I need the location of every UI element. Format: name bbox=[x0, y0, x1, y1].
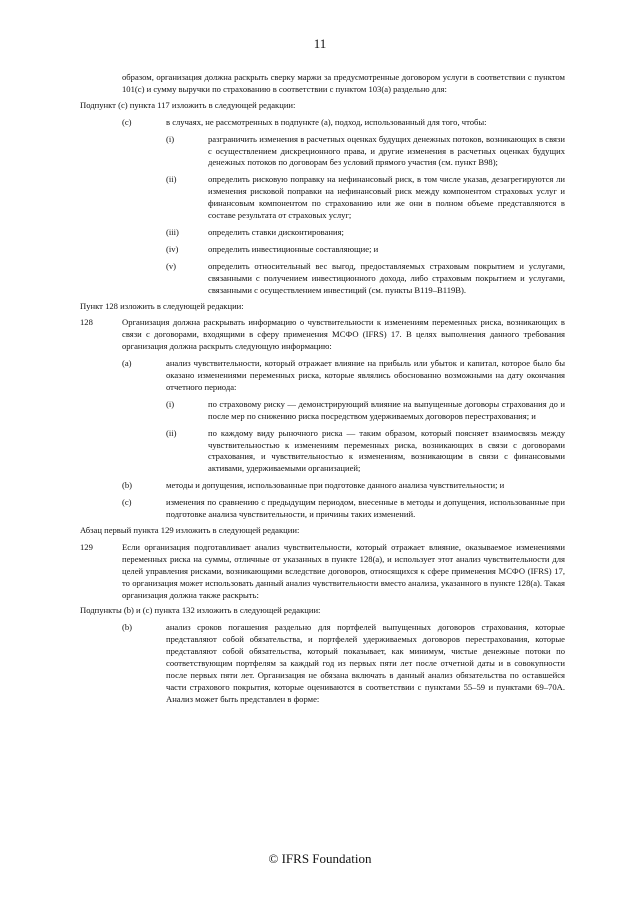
item-text: анализ чувствительности, который отражает влияние на прибыль или убыток и капитал, которое было бы оказано изменениями переменных риска, которые являлись обоснованно возможными на дату окончания отчетного периода: bbox=[166, 358, 565, 392]
item-label: (b) bbox=[122, 480, 133, 491]
item-label: (iii) bbox=[166, 226, 179, 237]
item-text: определить относительный вес выгод, предоставляемых страховым покрытием и услугами, связанными с получением инвестиционного дохода, либо страховым покрытием и услугами, связанными с осуществлением инвестиций (см. пункты В119–В119В). bbox=[208, 260, 565, 295]
item-text: изменения по сравнению с предыдущим периодом, внесенные в методы и допущения, использованные при подготовке анализа чувствительности, и причины таких изменений. bbox=[166, 497, 565, 520]
subparagraph-117c bbox=[122, 117, 565, 129]
item-label: (b) bbox=[122, 622, 133, 633]
item-label: (c) bbox=[122, 116, 132, 127]
item-text: по каждому виду рыночного риска — таким образом, который поясняет взаимосвязь между чувствительностью к изменениям переменных риска, возникающих в связи с договорами страхования, и чувствительностью к изменениям, возникающим в связи с финансовыми активами, удерживаемыми организацией; bbox=[208, 427, 565, 474]
paragraph-text: Если организация подготавливает анализ чувствительности, который отражает влияние, оказываемое изменениями переменных риска на суммы, отличные от указанных в пункте 128(а), и использует этот анализ чувствительности для целей управления рисками, возникающими вследствие договоров, относящихся к сфере применения МСФО (IFRS) 17, то организация может использовать данный анализ чувствительности вместо анализа, указанного в пункте 128(а). Такая организация должна также раскрыть: bbox=[122, 541, 565, 600]
item-text: методы и допущения, использованные при подготовке данного анализа чувствительности; и bbox=[166, 480, 505, 491]
item-label: (ii) bbox=[166, 174, 177, 185]
amendment-instruction-117: Подпункт (с) пункта 117 изложить в следующей редакции: bbox=[80, 99, 296, 110]
item-label: (i) bbox=[166, 398, 175, 409]
item-label: (a) bbox=[122, 358, 132, 369]
paragraph-129 bbox=[80, 542, 565, 602]
subparagraph-128a bbox=[122, 358, 565, 394]
amendment-instruction-132: Подпункты (b) и (с) пункта 132 изложить в следующей редакции: bbox=[80, 605, 321, 616]
subitem-128a-ii bbox=[166, 428, 565, 476]
item-text: определить инвестиционные составляющие; и bbox=[208, 243, 379, 254]
paragraph-number: 128 bbox=[80, 317, 93, 328]
item-label: (ii) bbox=[166, 427, 177, 438]
item-text: определить рисковую поправку на нефинансовый риск, в том числе указав, дезагрегируются ли изменения рисковой поправки на нефинансовый риск между компонентом страховых услуг и финансовым компонентом по страхованию или же они в полном объеме представляются в составе результата от страховых услуг; bbox=[208, 174, 565, 221]
amendment-instruction-129: Абзац первый пункта 129 изложить в следующей редакции: bbox=[80, 525, 300, 535]
page-content bbox=[80, 72, 565, 706]
item-text: в случаях, не рассмотренных в подпункте (а), подход, использованный для того, чтобы: bbox=[166, 116, 487, 127]
item-label: (iv) bbox=[166, 243, 179, 254]
subitem-117c-i bbox=[166, 134, 565, 170]
item-label: (c) bbox=[122, 497, 132, 508]
subitem-117c-iii bbox=[166, 227, 565, 239]
subitem-117c-ii bbox=[166, 174, 565, 222]
item-text: по страховому риску — демонстрирующий влияние на выпущенные договоры страхования до и после мер по снижению риска посредством удерживаемых договоров перестрахования; и bbox=[208, 398, 565, 421]
page-number: 11 bbox=[313, 36, 327, 51]
paragraph-128 bbox=[80, 317, 565, 353]
subitem-128a-i bbox=[166, 399, 565, 423]
subparagraph-132b bbox=[122, 622, 565, 705]
subparagraph-128b bbox=[122, 480, 565, 492]
item-label: (v) bbox=[166, 260, 177, 271]
item-text: определить ставки дисконтирования; bbox=[208, 226, 344, 237]
item-text: разграничить изменения в расчетных оценках будущих денежных потоков, возникающих в связи с осуществлением дискреционного права, и другие изменения в расчетных оценках будущих денежных потоков по договорам без условий прямого участия (см. пункт В98); bbox=[208, 133, 565, 168]
paragraph-number: 129 bbox=[80, 541, 93, 552]
copyright-footer: © IFRS Foundation bbox=[268, 851, 372, 866]
continuation-paragraph: образом, организация должна раскрыть сверку маржи за предусмотренные договором услуги в соответствии с пунктом 101(c) и сумму выручки по страхованию в соответствии с пунктом 103(а) раздельно для: bbox=[122, 72, 565, 94]
item-text: анализ сроков погашения раздельно для портфелей выпущенных договоров страхования, которые представляют собой обязательства, и портфелей удерживаемых договоров перестрахования, которые представляют собой обязательства, который показывает, как минимум, чистые денежные потоки по соответствующим портфелям за каждый год из первых пяти лет после отчетной даты и в совокупности после первых пяти лет. Организация не обязана включать в данный анализ обязательства по оставшейся части страхового покрытия, которые оцениваются в соответствии с пунктами 55–59 и пунктами 69–70А. Анализ может быть представлен в форме: bbox=[166, 622, 565, 704]
subparagraph-128c bbox=[122, 497, 565, 521]
amendment-instruction-128: Пункт 128 изложить в следующей редакции: bbox=[80, 300, 244, 311]
item-label: (i) bbox=[166, 133, 175, 144]
subitem-117c-iv bbox=[166, 244, 565, 256]
subitem-117c-v bbox=[166, 261, 565, 297]
paragraph-text: Организация должна раскрывать информацию о чувствительности к изменениям переменных риска, возникающих в связи с договорами, входящими в сферу применения МСФО (IFRS) 17. В целях выполнения данного требования организация должна раскрыть следующую информацию: bbox=[122, 317, 565, 352]
